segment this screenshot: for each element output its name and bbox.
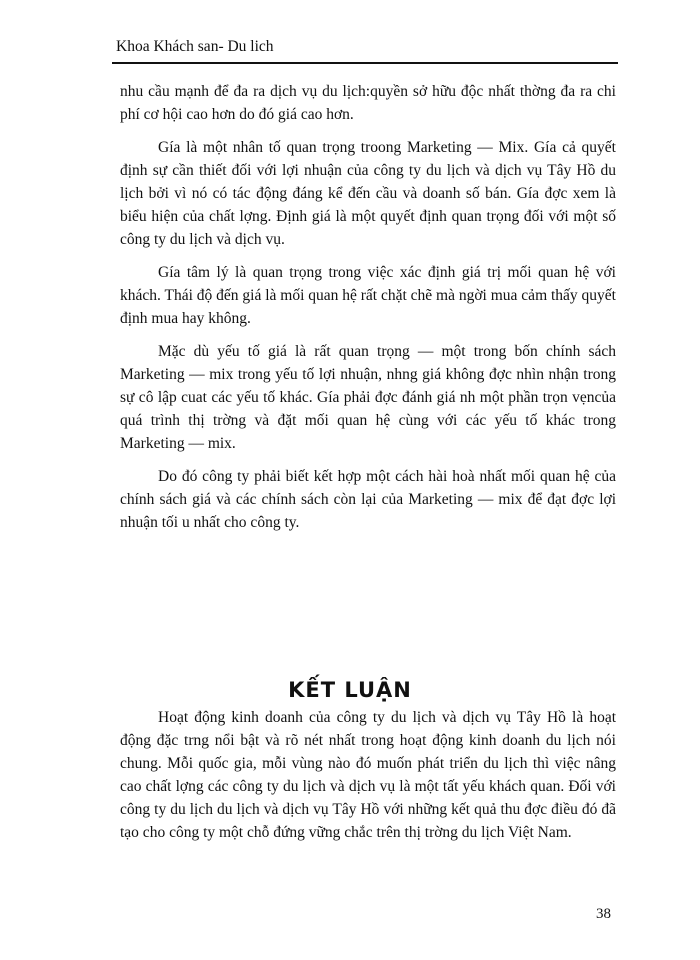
header-rule — [112, 62, 618, 64]
conclusion-body — [120, 706, 616, 844]
section-body — [120, 80, 616, 534]
page-number: 38 — [596, 906, 611, 922]
paragraph-price-role: Gía là một nhân tố quan trọng troong Marketing — Mix. Gía cả quyết định sự cần thiết đối với lợi nhuận của công ty du lịch và dịch vụ Tây Hồ du lịch bởi vì nó có tác động đáng kể đến cầu và doanh số bán. Gía đợc xem là biểu hiện của chất lợng. Định giá là một quyết định quan trọng đối với một số công ty du lịch và dịch vụ. — [120, 139, 616, 248]
paragraph-price-factor: Mặc dù yếu tố giá là rất quan trọng — một trong bốn chính sách Marketing — mix trong yếu tố lợi nhuận, nhng giá không đợc nhìn nhận trong sự cô lập cuat các yếu tố khác. Gía phải đợc đánh giá nh một phần trọn vẹncủa quá trình thị trờng và đặt mối quan hệ cùng với các yếu tố khác trong Marketing — mix. — [120, 343, 616, 452]
paragraph-psychological-price: Gía tâm lý là quan trọng trong việc xác định giá trị mối quan hệ với khách. Thái độ đến giá là mối quan hệ rất chặt chẽ mà ngời mua cảm thấy quyết định mua hay không. — [120, 264, 616, 327]
running-header: Khoa Khách san- Du lich — [116, 38, 274, 55]
paragraph-company-policy: Do đó công ty phải biết kết hợp một cách hài hoà nhất mối quan hệ của chính sách giá và các chính sách còn lại của Marketing — mix để đạt đợc lợi nhuận tối u nhất cho công ty. — [120, 468, 616, 531]
conclusion-paragraph: Hoạt động kinh doanh của công ty du lịch và dịch vụ Tây Hồ là hoạt động đặc trng nổi bật và rõ nét nhất trong hoạt động kinh doanh du lịch nói chung. Mỗi quốc gia, mỗi vùng nào đó muốn phát triển du lịch thì việc nâng cao chất lợng các công ty du lịch và dịch vụ là một tất yếu khách quan. Đối với công ty du lịch du lịch và dịch vụ Tây Hồ với những kết quả thu đợc điều đó đã tạo cho công ty một chỗ đứng vững chắc trên thị trờng du lịch Việt Nam. — [120, 709, 616, 841]
conclusion-heading: KẾT LUẬN — [288, 678, 412, 702]
paragraph-continuation: nhu cầu mạnh để đa ra dịch vụ du lịch:quyền sở hữu độc nhất thờng đa ra chi phí cơ hội cao hơn do đó giá cao hơn. — [120, 83, 616, 123]
